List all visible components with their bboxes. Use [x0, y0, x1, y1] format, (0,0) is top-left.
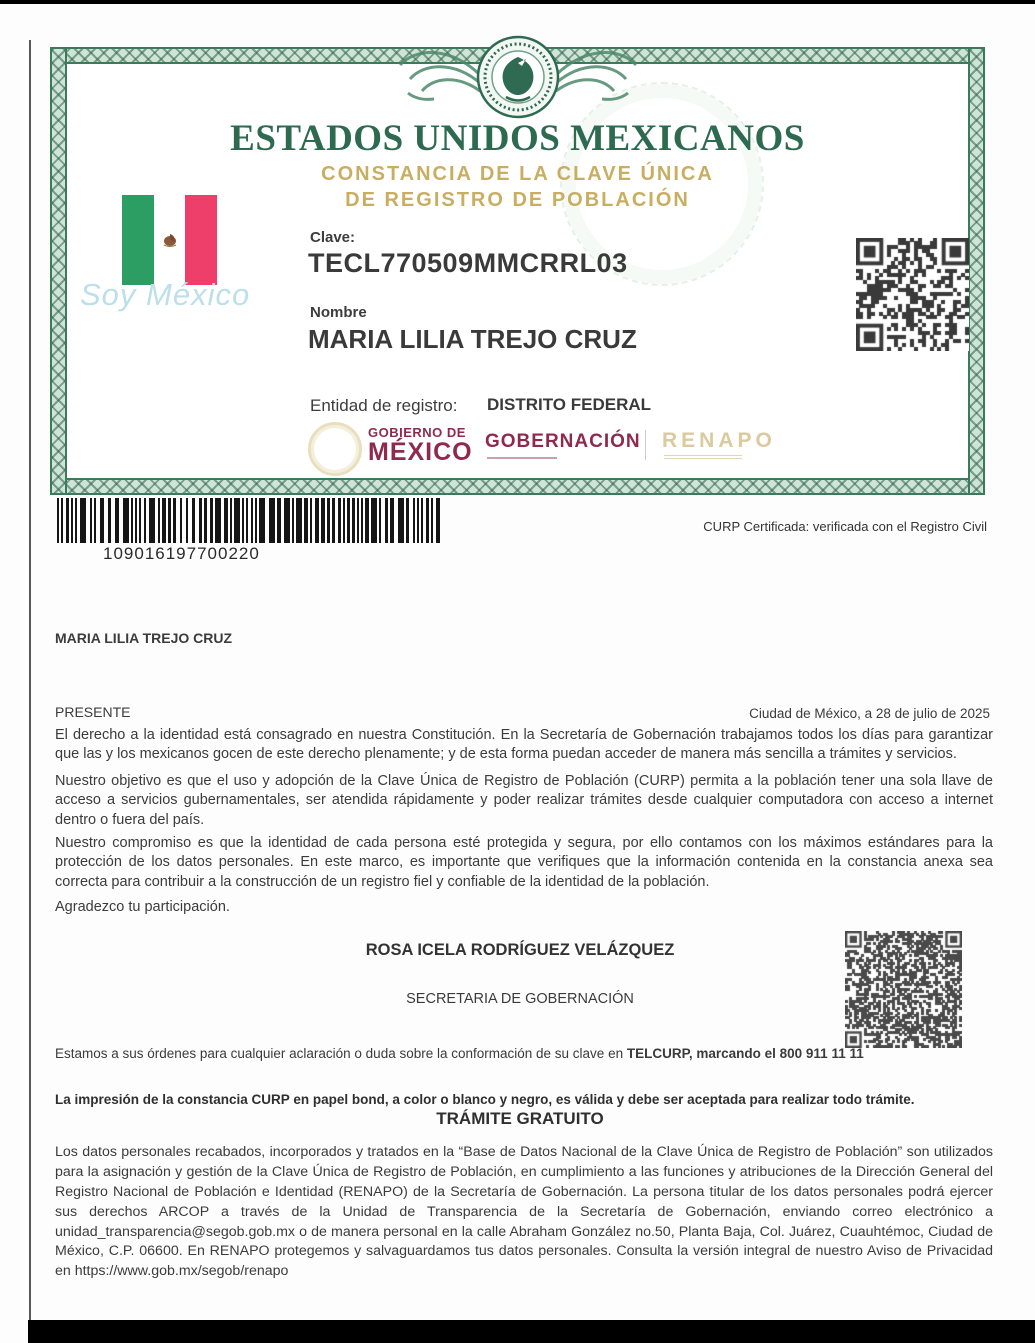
letter-paragraph-3: Nuestro compromiso es que la identidad de cada persona esté protegida y segura, por ello contamos con los máximos estándares para la protección de los datos personales. En este marco, es importante que verifiques que la información contenida en la constancia anexa sea correcta para contribuir a la construcción de un registro fiel y confiable de la identidad de la población. — [55, 835, 993, 890]
scan-edge-left — [29, 40, 31, 1320]
qr-code-certificate — [856, 238, 969, 351]
print-validity-note: La impresión de la constancia CURP en papel bond, a color o blanco y negro, es válida y debe ser aceptada para realizar todo trámite. — [55, 1092, 915, 1107]
cert-border-right — [968, 47, 985, 495]
contact-line — [55, 1046, 864, 1061]
letter-paragraph-2: Nuestro objetivo es que el uso y adopción de la Clave Única de Registro de Población (CURP) permita a la población tener una sola llave de acceso a servicios gubernamentales, ser atendida rápidamente y poder realizar trámites desde cualquier computadora con acceso a internet dentro o fuera del país. — [55, 773, 993, 828]
qr-code-signature — [845, 931, 962, 1048]
cert-title: ESTADOS UNIDOS MEXICANOS — [230, 118, 805, 159]
letter-presente: PRESENTE — [55, 704, 131, 720]
renapo-logo: RENAPO — [662, 429, 776, 452]
mexico-flag-icon — [122, 195, 217, 285]
signature-title: SECRETARIA DE GOBERNACIÓN — [406, 991, 634, 1007]
contact-line-phone: TELCURP, marcando el 800 911 11 11 — [626, 1046, 864, 1061]
gobernacion-logo: GOBERNACIÓN — [485, 431, 641, 452]
gobierno-seal-icon — [308, 422, 362, 476]
clave-label: Clave: — [310, 229, 356, 246]
curp-certificate — [50, 47, 985, 495]
national-emblem-icon — [368, 33, 668, 128]
free-procedure-note: TRÁMITE GRATUITO — [436, 1109, 604, 1128]
letter-recipient: MARIA LILIA TREJO CRUZ — [55, 630, 233, 646]
clave-value: TECL770509MMCRRL03 — [308, 248, 628, 278]
barcode-number: 109016197700220 — [103, 544, 260, 563]
gobierno-logo-line1: GOBIERNO DE — [368, 425, 466, 440]
entidad-value: DISTRITO FEDERAL — [487, 395, 652, 414]
cert-border-left — [50, 47, 67, 495]
flag-eagle-icon — [160, 231, 180, 249]
gobierno-logo-line2: MÉXICO — [368, 438, 473, 466]
nombre-value: MARIA LILIA TREJO CRUZ — [308, 324, 637, 354]
cert-border-bottom — [50, 478, 985, 495]
scan-edge-top — [0, 0, 1035, 4]
entidad-label: Entidad de registro: — [310, 396, 458, 415]
letter-date: Ciudad de México, a 28 de julio de 2025 — [749, 706, 990, 721]
letter-paragraph-1: El derecho a la identidad está consagrado en nuestra Constitución. En la Secretaría de Gobernación trabajamos todos los días para garantizar que las y los mexicanos gocen de este derecho plenamente; y de esta forma puedan acceder de manera más sencilla a trámites y servicios. — [55, 727, 993, 763]
barcode-icon — [57, 498, 443, 543]
cert-subtitle-line1: CONSTANCIA DE LA CLAVE ÚNICA — [321, 163, 714, 185]
soy-mexico-watermark: Soy México — [80, 277, 251, 312]
letter-thanks: Agradezco tu participación. — [55, 899, 230, 915]
logo-divider — [645, 430, 646, 460]
contact-line-text: Estamos a sus órdenes para cualquier aclaración o duda sobre la conformación de su clave en — [55, 1046, 627, 1061]
scan-edge-bottom — [28, 1320, 1035, 1343]
cert-subtitle-line2: DE REGISTRO DE POBLACIÓN — [345, 189, 690, 211]
signature-name: ROSA ICELA RODRÍGUEZ VELÁZQUEZ — [365, 941, 675, 959]
privacy-notice: Los datos personales recabados, incorporados y tratados en la “Base de Datos Nacional de la Clave Única de Registro de Población” son utilizados para la asignación y gestión de la Clave Única de Registro de Población, en cumplimiento a las funciones y atribuciones de la Dirección General del Registro Nacional de Población e Identidad (RENAPO) de la Secretaría de Gobernación. La persona titular de los datos personales podrá ejercer sus derechos ARCOP a través de la Unidad de Transparencia de la Secretaría de Gobernación, enviando correo electrónico a unidad_transparencia@segob.gob.mx o de manera personal en la calle Abraham González no.50, Planta Baja, Col. Juárez, Cuauhtémoc, Ciudad de México, C.P. 06600. En RENAPO protegemos y salvaguardamos tus datos personales. Consulta la versión integral de nuestro Aviso de Privacidad en https://www.gob.mx/segob/renapo — [55, 1144, 993, 1280]
nombre-label: Nombre — [310, 304, 367, 321]
curp-certified-note: CURP Certificada: verificada con el Registro Civil — [703, 519, 987, 534]
